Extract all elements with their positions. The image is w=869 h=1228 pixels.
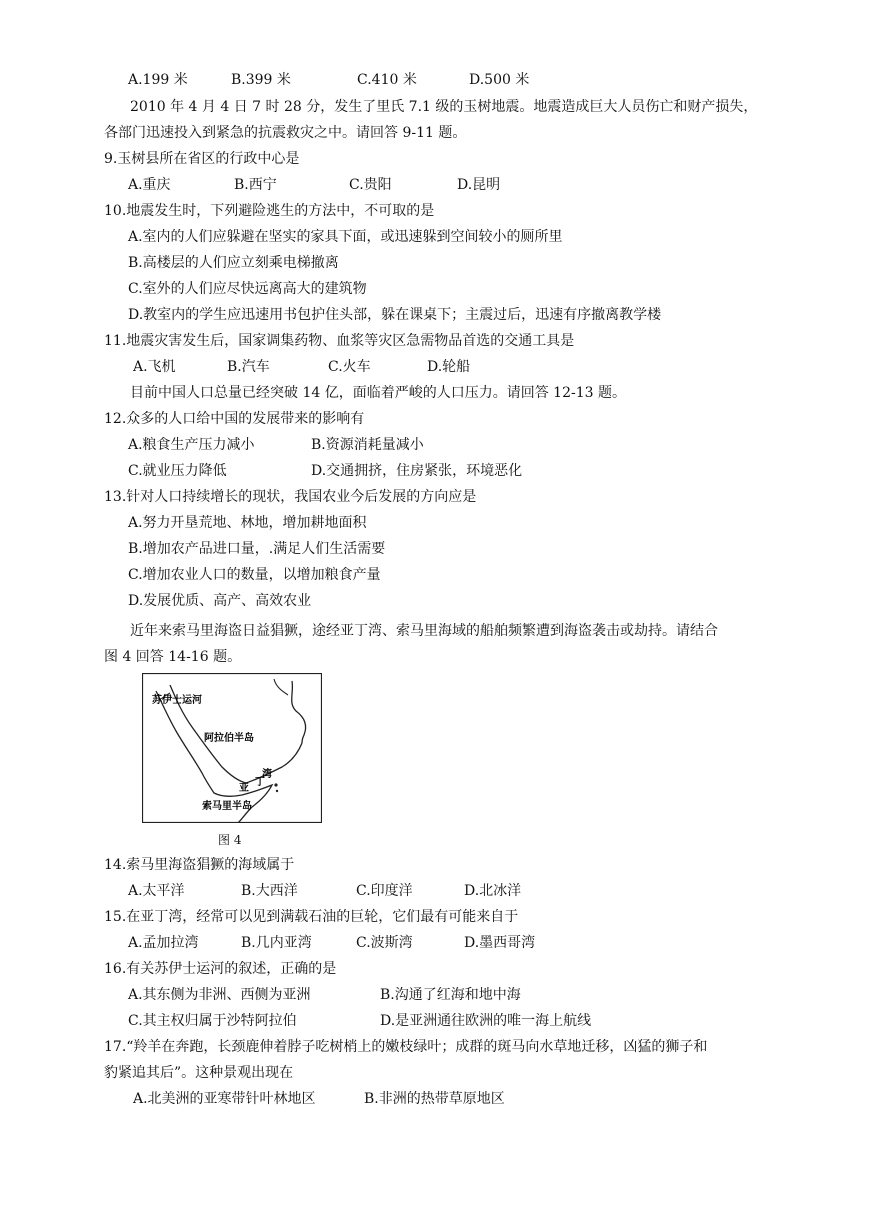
question-17: 17.“羚羊在奔跑，长颈鹿伸着脖子吃树梢上的嫩枝绿叶；成群的斑马向水草地迁移，凶猛的狮子和 (104, 1039, 708, 1055)
option-a: A.其东侧为非洲、西侧为亚洲 (128, 987, 311, 1003)
gulf-aden-label-1: 亚 (239, 783, 249, 794)
question-10: 10.地震发生时，下列避险逃生的方法中，不可取的是 (104, 203, 435, 219)
option-b: B.资源消耗量减小 (311, 437, 424, 453)
passage-text: 近年来索马里海盗日益猖獗，途经亚丁湾、索马里海域的船舶频繁遭到海盗袭击或劫持。请结合 (130, 623, 718, 639)
option-a: A.199 米 (128, 72, 188, 88)
option-b: B.399 米 (231, 72, 291, 88)
option-a: A.努力开垦荒地、林地，增加耕地面积 (128, 515, 367, 531)
option-b: B.高楼层的人们应立刻乘电梯撤离 (128, 255, 339, 271)
option-d: D.交通拥挤，住房紧张，环境恶化 (311, 463, 523, 479)
gulf-aden-label-3: 湾 (262, 769, 272, 780)
question-11: 11.地震灾害发生后，国家调集药物、血浆等灾区急需物品首选的交通工具是 (104, 333, 575, 349)
passage-text: 各部门迅速投入到紧急的抗震救灾之中。请回答 9-11 题。 (104, 125, 467, 141)
option-d: D.发展优质、高产、高效农业 (128, 593, 312, 609)
option-c: C.波斯湾 (356, 935, 413, 951)
option-a: A.孟加拉湾 (128, 935, 199, 951)
red-sea-map (142, 673, 322, 823)
map-figure (142, 673, 322, 823)
passage-text: 2010 年 4 月 4 日 7 时 28 分，发生了里氏 7.1 级的玉树地震。地震造成巨大人员伤亡和财产损失， (130, 99, 758, 115)
option-c: C.火车 (328, 359, 371, 375)
option-c: C.室外的人们应尽快远离高大的建筑物 (128, 281, 367, 297)
option-d: D.北冰洋 (464, 883, 522, 899)
option-a: A.室内的人们应躲避在坚实的家具下面，或迅速躲到空间较小的厕所里 (128, 229, 563, 245)
figure-caption: 图 4 (218, 833, 242, 847)
question-16: 16.有关苏伊士运河的叙述，正确的是 (104, 961, 337, 977)
option-a: A.重庆 (128, 177, 171, 193)
island-marker (274, 783, 277, 786)
option-d: D.500 米 (469, 72, 530, 88)
option-d: D.是亚洲通往欧洲的唯一海上航线 (380, 1013, 592, 1029)
option-d: D.昆明 (457, 177, 501, 193)
option-b: B.增加农产品进口量，.满足人们生活需要 (128, 541, 386, 557)
option-b: B.沟通了红海和地中海 (380, 987, 521, 1003)
suez-label: 苏伊士运河 (152, 695, 202, 706)
somalia-label: 索马里半岛 (202, 801, 252, 812)
option-d: D.墨西哥湾 (464, 935, 536, 951)
arabia-label: 阿拉伯半岛 (204, 733, 254, 744)
option-c: C.就业压力降低 (128, 463, 227, 479)
option-a: A.北美洲的亚寒带针叶林地区 (133, 1091, 316, 1107)
passage-text: 目前中国人口总量已经突破 14 亿，面临着严峻的人口压力。请回答 12-13 题。 (130, 385, 626, 401)
question-12: 12.众多的人口给中国的发展带来的影响有 (104, 411, 365, 427)
gulf-aden-label-2: 丁 (255, 777, 265, 788)
island-marker (276, 790, 278, 792)
passage-text: 图 4 回答 14-16 题。 (104, 649, 242, 665)
option-b: B.非洲的热带草原地区 (364, 1091, 505, 1107)
option-d: D.教室内的学生应迅速用书包护住头部，躲在课桌下；主震过后，迅速有序撤离教学楼 (128, 307, 662, 323)
question-13: 13.针对人口持续增长的现状，我国农业今后发展的方向应是 (104, 489, 477, 505)
option-b: B.汽车 (227, 359, 270, 375)
option-d: D.轮船 (427, 359, 471, 375)
question-15: 15.在亚丁湾，经常可以见到满载石油的巨轮，它们最有可能来自于 (104, 909, 519, 925)
option-b: B.几内亚湾 (241, 935, 312, 951)
option-b: B.西宁 (234, 177, 277, 193)
option-a: A.飞机 (133, 359, 176, 375)
option-a: A.太平洋 (128, 883, 185, 899)
option-c: C.印度洋 (356, 883, 413, 899)
question-17-cont: 豹紧追其后”。这种景观出现在 (104, 1065, 294, 1081)
option-c: C.增加农业人口的数量，以增加粮食产量 (128, 567, 381, 583)
question-9: 9.玉树县所在省区的行政中心是 (104, 151, 300, 167)
option-c: C.贵阳 (349, 177, 392, 193)
option-a: A.粮食生产压力减小 (128, 437, 255, 453)
option-c: C.其主权归属于沙特阿拉伯 (128, 1013, 297, 1029)
question-14: 14.索马里海盗猖獗的海域属于 (104, 857, 295, 873)
option-c: C.410 米 (357, 72, 417, 88)
option-b: B.大西洋 (241, 883, 298, 899)
